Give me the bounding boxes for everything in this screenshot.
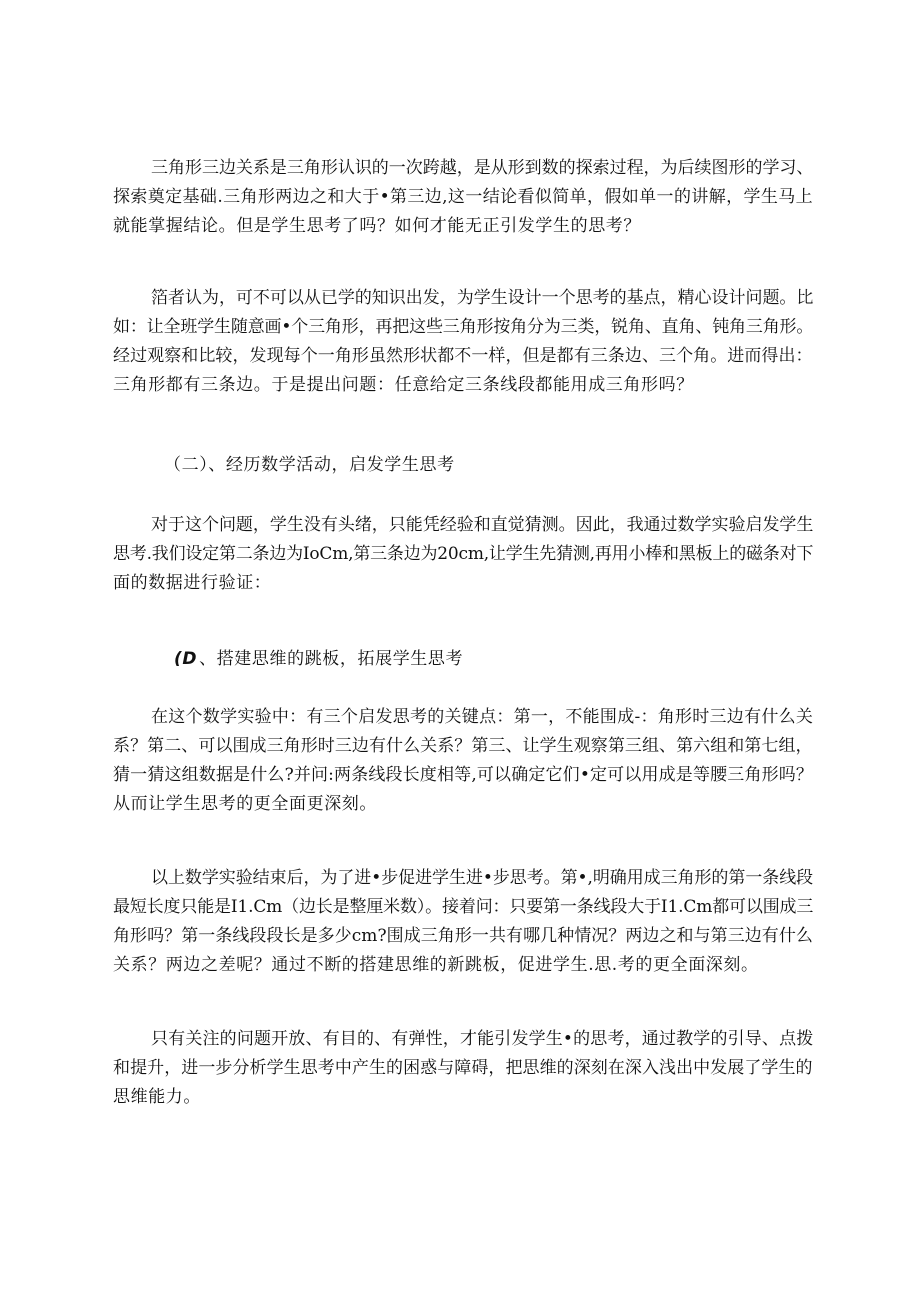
paragraph-line: 就能掌握结论。但是学生思考了吗？如何才能无正引发学生的思考？ [113,216,641,236]
paragraph-line: 猜一猜这组数据是什么?并问:两条线段长度相等,可以确定它们•定可以用成是等腰三角形吗？ [113,765,814,785]
paragraph-line: 面的数据进行验证： [113,573,272,593]
paragraph-line: 以上数学实验结束后，为了进•步促进学生进•步思考。第•,明确用成三角形的第一条线段 [151,868,814,888]
paragraph-line: 从而让学生思考的更全面更深刻。 [113,794,377,814]
paragraph-line: 对于这个问题，学生没有头绪，只能凭经验和直觉猜测。因此，我通过数学实验启发学生 [151,515,814,535]
paragraph-4 [113,703,813,819]
paragraph-2 [113,284,813,400]
paragraph-line: 关系？两边之差呢？通过不断的搭建思维的新跳板，促进学生.思.考的更全面深刻。 [113,955,759,975]
paragraph-line: 三角形三边关系是三角形认识的一次跨越，是从形到数的探索过程，为后续图形的学习、 [151,158,814,178]
paragraph-line: 在这个数学实验中：有三个启发思考的关键点：第一，不能围成-：角形时三边有什么关 [151,707,814,727]
section-heading-2 [164,451,455,480]
section-heading-lead: (D [174,649,198,669]
paragraph-6 [113,1025,813,1112]
paragraph-line: 箔者认为，可不可以从已学的知识出发，为学生设计一个思考的基点，精心设计问题。比 [151,288,814,308]
paragraph-line: 和提升，进一步分析学生思考中产生的困惑与障碍，把思维的深刻在深入浅出中发展了学生的 [113,1058,813,1078]
paragraph-line: 角形吗？第一条线段段长是多少cm?围成三角形一共有哪几种情况？两边之和与第三边有什么 [113,926,813,946]
section-heading-text: （二）、经历数学活动，启发学生思考 [164,455,455,475]
section-heading-text: 、搭建思维的跳板，拓展学生思考 [199,649,464,669]
paragraph-line: 如：让全班学生随意画•个三角形，再把这些三角形按角分为三类，锐角、直角、钝角三角形。 [113,317,814,337]
paragraph-line: 经过观察和比较，发现每个一角形虽然形状都不一样，但是都有三条边、三个角。进而得出： [113,346,813,366]
paragraph-line: 思维能力。 [113,1087,201,1107]
paragraph-line: 探索奠定基础.三角形两边之和大于•第三边,这一结论看似简单，假如单一的讲解，学生马上 [113,187,814,207]
section-heading-3 [174,645,463,674]
paragraph-5 [113,864,813,980]
paragraph-line: 思考.我们设定第二条边为IoCm,第三条边为20cm,让学生先猜测,再用小棒和黑板上的磁条对下 [113,544,814,564]
paragraph-1 [113,154,813,241]
paragraph-3 [113,511,813,598]
paragraph-line: 系？第二、可以围成三角形时三边有什么关系？第三、让学生观察第三组、第六组和第七组， [113,736,813,756]
paragraph-line: 最短长度只能是I1.Cm（边长是整厘米数）。接着问：只要第一条线段大于I1.Cm都可以围成三 [113,897,814,917]
paragraph-line: 只有关注的问题开放、有目的、有弹性，才能引发学生•的思考，通过教学的引导、点拨 [151,1029,814,1049]
paragraph-line: 三角形都有三条边。于是提出问题：任意给定三条线段都能用成三角形吗？ [113,375,694,395]
